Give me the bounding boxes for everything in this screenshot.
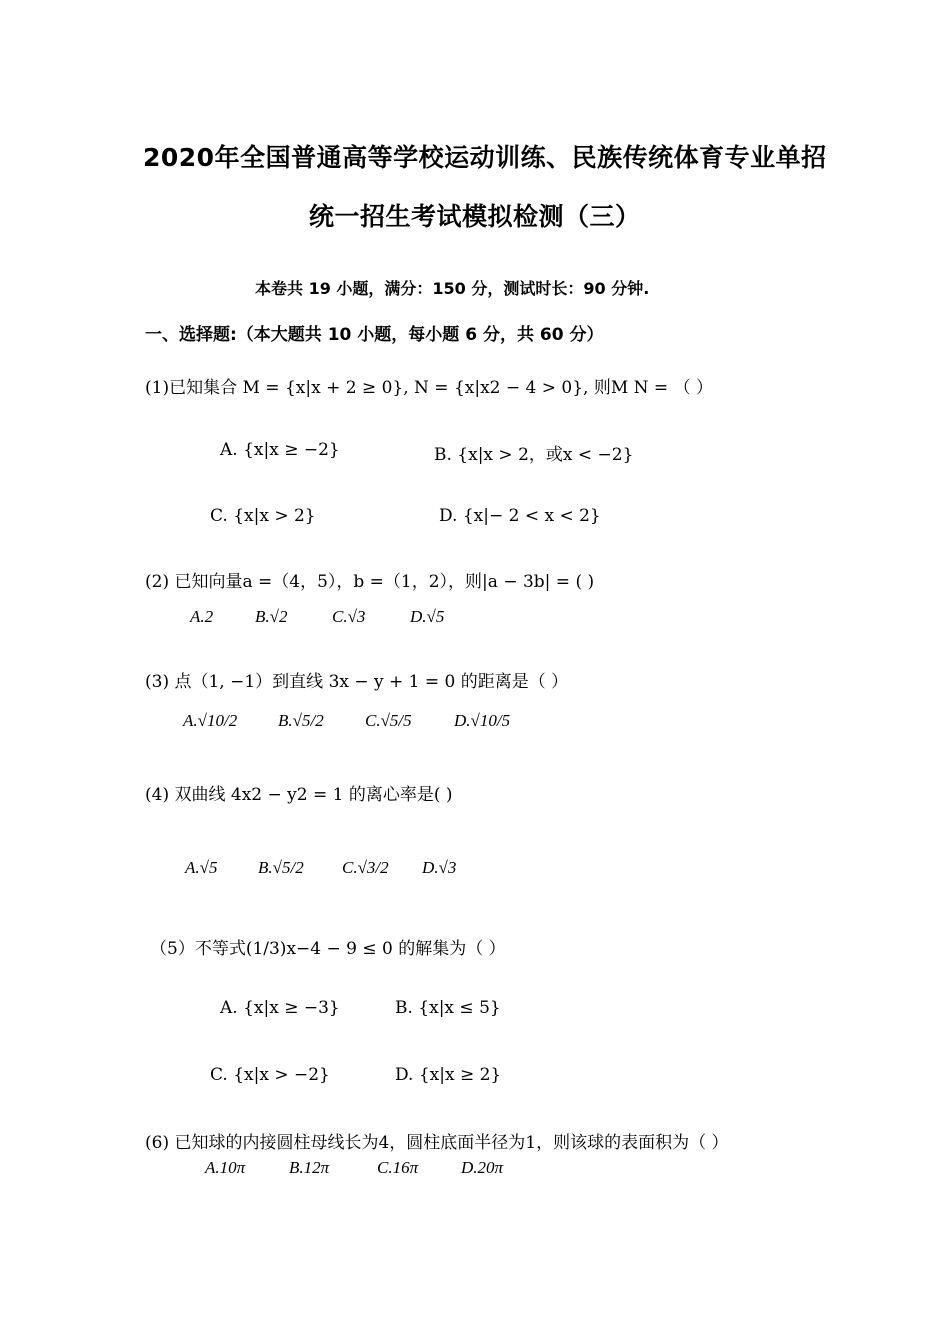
question-3-option-c: C.√5/5 bbox=[365, 711, 412, 730]
question-5-option-b: B. {x|x ≤ 5} bbox=[395, 998, 501, 1018]
question-6-option-c: C.16π bbox=[377, 1158, 419, 1177]
title-line-2: 统一招生考试模拟检测（三） bbox=[309, 202, 641, 231]
question-5-option-d: D. {x|x ≥ 2} bbox=[395, 1065, 502, 1085]
question-2-option-a: A.2 bbox=[190, 607, 214, 626]
question-6-option-b: B.12π bbox=[289, 1158, 330, 1177]
title-line-1: 2020年全国普通高等学校运动训练、民族传统体育专业单招 bbox=[143, 143, 827, 172]
question-1-option-c: C. {x|x > 2} bbox=[210, 506, 316, 526]
question-5-stem: （5）不等式(1/3)x−4 − 9 ≤ 0 的解集为（ ） bbox=[150, 939, 506, 959]
question-2-option-d: D.√5 bbox=[410, 607, 445, 626]
question-5-option-a: A. {x|x ≥ −3} bbox=[220, 998, 340, 1018]
question-2-option-c: C.√3 bbox=[332, 607, 366, 626]
question-1-option-d: D. {x|− 2 < x < 2} bbox=[439, 506, 601, 526]
question-6-option-a: A.10π bbox=[205, 1158, 246, 1177]
question-6-stem: (6) 已知球的内接圆柱母线长为4，圆柱底面半径为1，则该球的表面积为（ ） bbox=[145, 1133, 729, 1153]
question-3-option-d: D.√10/5 bbox=[454, 711, 511, 730]
section-heading: 一、选择题:（本大题共 10 小题，每小题 6 分，共 60 分） bbox=[145, 325, 604, 345]
question-3-stem: (3) 点（1, −1）到直线 3x − y + 1 = 0 的距离是（ ） bbox=[145, 672, 569, 692]
exam-info: 本卷共 19 小题，满分：150 分，测试时长：90 分钟. bbox=[255, 279, 650, 298]
question-4-option-c: C.√3/2 bbox=[342, 858, 389, 877]
question-4-stem: (4) 双曲线 4x2 − y2 = 1 的离心率是( ) bbox=[145, 785, 453, 805]
question-4-option-b: B.√5/2 bbox=[258, 858, 304, 877]
question-5-option-c: C. {x|x > −2} bbox=[210, 1065, 330, 1085]
question-4-option-a: A.√5 bbox=[185, 858, 218, 877]
question-3-option-a: A.√10/2 bbox=[183, 711, 238, 730]
question-1-option-b: B. {x|x > 2，或x < −2} bbox=[434, 445, 634, 465]
question-1-stem: (1)已知集合 M = {x|x + 2 ≥ 0}, N = {x|x2 − 4 > 0}, 则M N = （ ） bbox=[145, 378, 713, 398]
question-4-option-d: D.√3 bbox=[422, 858, 457, 877]
question-2-option-b: B.√2 bbox=[255, 607, 288, 626]
question-1-option-a: A. {x|x ≥ −2} bbox=[220, 440, 340, 460]
question-2-stem: (2) 已知向量a =（4，5），b =（1，2），则|a − 3b| = ( ) bbox=[145, 572, 595, 592]
question-6-option-d: D.20π bbox=[461, 1158, 504, 1177]
question-3-option-b: B.√5/2 bbox=[278, 711, 324, 730]
